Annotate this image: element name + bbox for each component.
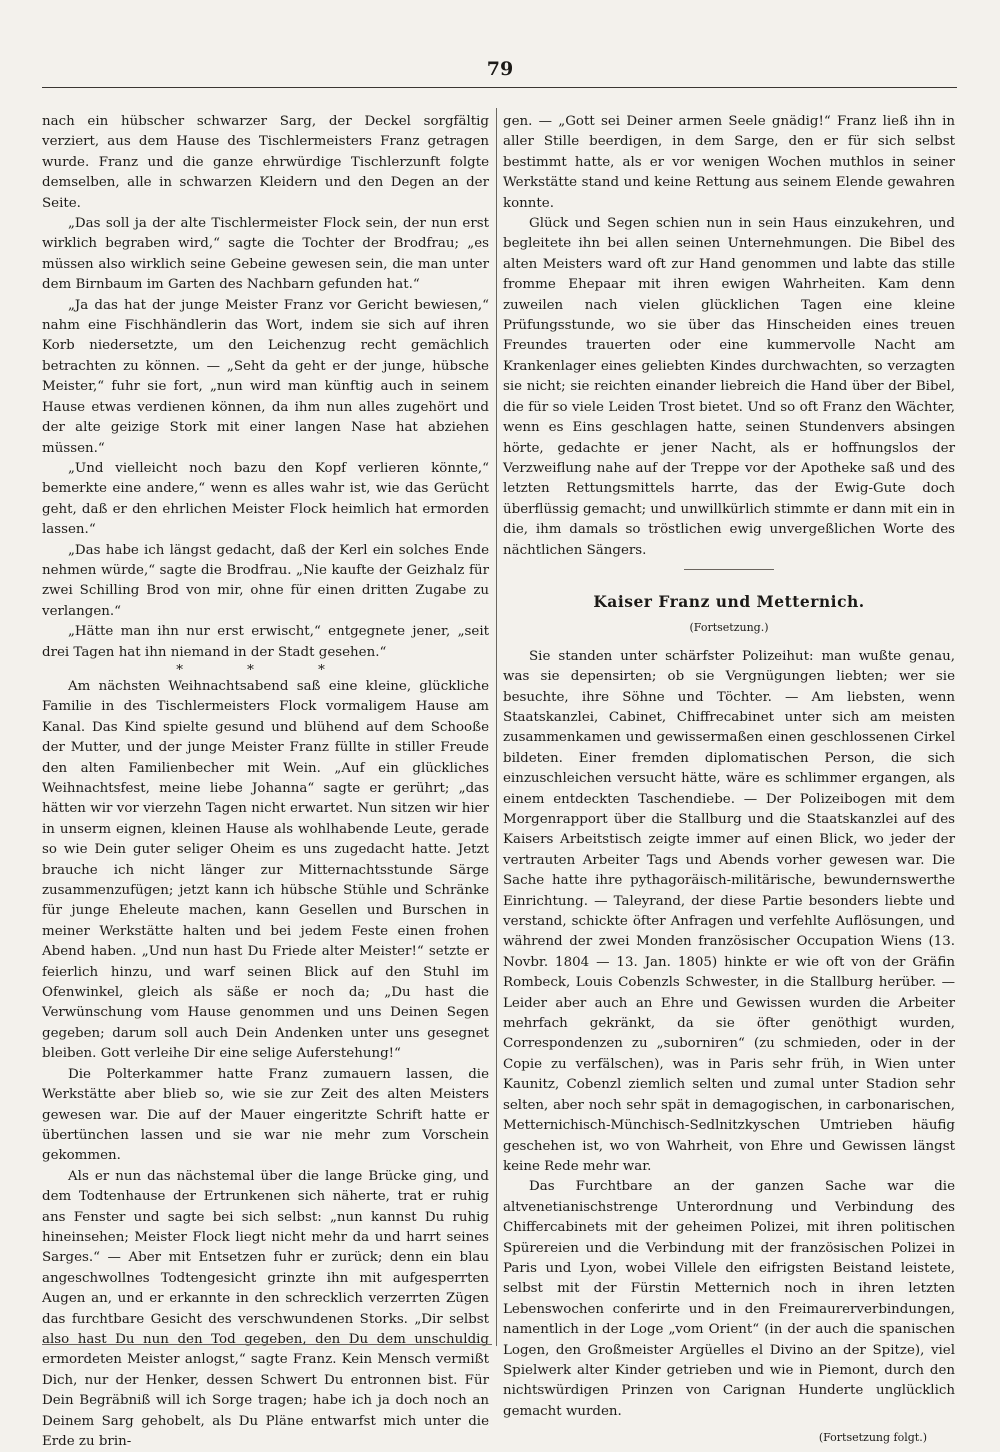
left-paragraph-5: „Das habe ich längst gedacht, daß der Kerl ein solches Ende nehmen würde,“ sagte die Brodfrau. „Nie kaufte der Geizhalz für zwei Schilling Brod von mir, ohne für einen dritten Zugabe zu verlangen.“ [42, 542, 489, 619]
left-paragraph-9: Als er nun das nächstemal über die lange Brücke ging, und dem Todtenhause der Ertrunkenen sich näherte, trat er ruhig ans Fenster und sagte bei sich selbst: „nun kannst Du ruhig hineinsehen; Meister Flock liegt nicht mehr da und harrt seines Sarges.“ — Aber mit Entsetzen fuhr er zurück; denn ein blau angeschwollnes Todtengesicht grinzte ihn mit aufgesperrten Augen an, und er erkannte in den schrecklich verzerrten Zügen das furchtbare Gesicht des verschwundenen Storks. „Dir selbst also hast Du nun den Tod gegeben, den Du dem unschuldig ermordeten Meister anlogst,“ sagte Franz. Kein Mensch vermißt Dich, nur der Henker, dessen Schwert Du entronnen bist. Für Dein Begräbniß will ich Sorge tragen; habe ich ja doch noch an Deinem Sarg gehobelt, als Du Pläne entwarfst mich unter die Erde zu brin- [42, 1168, 489, 1449]
left-paragraph-6: „Hätte man ihn nur erst erwischt,“ entgegnete jener, „seit drei Tagen hat ihn niemand in der Stadt gesehen.“ [42, 624, 489, 660]
left-column [42, 112, 489, 1452]
left-paragraph-7: Am nächsten Weihnachtsabend saß eine kleine, glückliche Familie in des Tischlermeisters Flock vormaligem Hause am Kanal. Das Kind spielte gesund und blühend auf dem Schooße der Mutter, und der junge Meister Franz füllte in stiller Freude den alten Familienbecher mit Wein. „Auf ein glückliches Weihnachtsfest, meine liebe Johanna“ sagte er gerührt; „das hätten wir vor vierzehn Tagen nicht erwartet. Nun sitzen wir hier in unserm eignen, kleinen Hause als wohlhabende Leute, gerade so wie Dein guter seliger Oheim es uns zugedacht hatte. Jetzt brauche ich nicht länger zur Mitternachtsstunde Särge zusammenzufügen; jetzt kann ich hübsche Stühle und Schränke für junge Eheleute machen, kann Gesellen und Burschen in meiner Werkstätte halten und bei jedem Feste einen frohen Abend haben. „Und nun hast Du Friede alter Meister!“ setzte er feierlich hinzu, und warf seinen Blick auf den Stuhl im Ofenwinkel, gleich als säße er noch da; „Du hast die Verwünschung vom Hause genommen und uns Deinen Segen gegeben; darum soll auch Dein Andenken unter uns gesegnet bleiben. Gott verleihe Dir eine selige Auferstehung!“ [42, 678, 489, 1062]
article-subtitle: (Fortsetzung.) [689, 621, 769, 635]
column-divider [496, 108, 497, 1346]
page-number: 79 [486, 58, 514, 80]
right-column [503, 112, 955, 1449]
story-end-rule [684, 569, 774, 570]
right-paragraph-3: Sie standen unter schärfster Polizeihut: man wußte genau, was sie depensirten; ob sie Vergnügungen liebten; wer sie besuchte, ihre Söhne und Töchter. — Am liebsten, wenn Staatskanzlei, Cabinet, Chiffrecabinet unter sich am meisten zusammenkamen und gewissermaßen einen geschlossenen Cirkel bildeten. Einer fremden diplomatischen Person, die sich einzuschleichen versucht hätte, wäre es schlimmer ergangen, als einem entdeckten Taschendiebe. — Der Polizeibogen mit dem Morgenrapport über die Stallburg und die Staatskanzlei auf des Kaisers Arbeitstisch zeigte immer auf einen Blick, wo jeder der vertrauten Arbeiter Tags und Abends vorher gewesen war. Die Sache hatte ihre pythagoräisch-militärische, bewundernswerthe Einrichtung. — Taleyrand, der diese Partie besonders liebte und verstand, schickte öfter Anfragen und verfehlte Auflösungen, und während der zwei Monden französischer Occupation Wiens (13. Novbr. 1804 — 13. Jan. 1805) hinkte er wie oft von der Gräfin Rombeck, Louis Cobenzls Schwester, in die Stallburg herüber. — Leider aber auch an Ehre und Gewissen wurden die Arbeiter mehrfach gekränkt, da sie öfter genöthigt wurden, Correspondenzen zu „suborniren“ (zu schmieden, oder in der Copie zu verfälschen), was in Paris sehr früh, in Wien unter Kaunitz, Cobenzl ziemlich selten und zumal unter Stadion sehr selten, aber noch sehr spät in demagogischen, in carbonarischen, Metternichisch-Münchisch-Sedlnitzkyschen Umtrieben häufig geschehen ist, wo von Wahrheit, von Ehre und Gewissen längst keine Rede mehr war. [503, 648, 955, 1174]
left-paragraph-1: nach ein hübscher schwarzer Sarg, der Deckel sorgfältig verziert, aus dem Hause des Tischlermeisters Franz getragen wurde. Franz und die ganze ehrwürdige Tischlerzunft folgte demselben, alle in schwarzen Kleidern und den Degen an der Seite. [42, 114, 489, 211]
header-rule [42, 87, 957, 88]
left-paragraph-3: „Ja das hat der junge Meister Franz vor Gericht bewiesen,“ nahm eine Fischhändlerin das Wort, indem sie sich auf ihren Korb niedersetzte, um den Leichenzug recht gemächlich betrachten zu können. — „Seht da geht er der junge, hübsche Meister,“ fuhr sie fort, „nun wird man künftig auch in seinem Hause etwas verdienen können, da ihm nun alles zugehört und der alte geizige Stork mit einer langen Nase hat abziehen müssen.“ [42, 297, 489, 456]
left-paragraph-8: Die Polterkammer hatte Franz zumauern lassen, die Werkstätte aber blieb so, wie sie zur Zeit des alten Meisters gewesen war. Die auf der Mauer eingeritzte Schrift hatte er übertünchen lassen und sie war nie mehr zum Vorschein gekommen. [42, 1066, 489, 1164]
left-paragraph-2: „Das soll ja der alte Tischlermeister Flock sein, der nun erst wirklich begraben wird,“ sagte die Tochter der Brodfrau; „es müssen also wirklich seine Gebeine gewesen sein, die man unter dem Birnbaum im Garten des Nachbarn gefunden hat.“ [42, 216, 489, 293]
section-asterism: * * * [176, 662, 355, 678]
right-paragraph-4: Das Furchtbare an der ganzen Sache war die altvenetianischstrenge Unterordnung und Verbindung des Chiffercabinets mit der geheimen Polizei, mit ihren politischen Spürereien und die Verbindung mit der französischen Polizei in Paris und Lyon, wobei Villele den eifrigsten Beistand leistete, selbst mit der Fürstin Metternich noch in ihren letzten Lebenswochen conferirte und in den Freimaurerverbindungen, namentlich in der Loge „vom Orient“ (in der auch die spanischen Logen, den Großmeister Argüelles el Divino an der Spitze), viel Spielwerk alter Kinder getrieben und wie in Piemont, durch den nichtswürdigen Prinzen von Carignan Hunderte unglücklich gemacht wurden. [503, 1179, 955, 1419]
right-paragraph-1: gen. — „Gott sei Deiner armen Seele gnädig!“ Franz ließ ihn in aller Stille beerdigen, in dem Sarge, den er für sich selbst bestimmt hatte, als er vor wenigen Wochen muthlos in seiner Werkstätte stand und keine Rettung aus seinem Elende gewahren konnte. [503, 114, 955, 211]
article-title: Kaiser Franz und Metternich. [593, 591, 865, 611]
left-paragraph-4: „Und vielleicht noch bazu den Kopf verlieren könnte,“ bemerkte eine andere,“ wenn es alles wahr ist, wie das Gerücht geht, daß er den ehrlichen Meister Flock heimlich hat ermorden lassen.“ [42, 460, 489, 538]
continued-note: (Fortsetzung folgt.) [818, 1431, 927, 1445]
right-paragraph-2: Glück und Segen schien nun in sein Haus einzukehren, und begleitete ihn bei allen seinen Unternehmungen. Die Bibel des alten Meisters ward oft zur Hand genommen und labte das stille fromme Ehepaar mit ihren ewigen Wahrheiten. Kam denn zuweilen nach vielen glücklichen Tagen eine kleine Prüfungsstunde, wo sie über das Hinscheiden eines treuen Freundes trauerten oder eine kummervolle Nacht am Krankenlager eines geliebten Kindes durchwachten, so verzagten sie nicht; sie reichten einander liebreich die Hand über der Bibel, die für so viele Leiden Trost bietet. Und so oft Franz den Wächter, wenn es Eins geschlagen hatte, seinen Stundenvers absingen hörte, gedachte er jener Nacht, als er hoffnungslos der Verzweiflung nahe auf der Treppe vor der Apotheke saß und des letzten Rettungsmittels harrte, das der Ewig-Gute doch überflüssig gemacht; und unwillkürlich stimmte er dann mit ein in die, ihm damals so tröstlichen ewig unvergeßlichen Worte des nächtlichen Sängers. [503, 216, 955, 558]
bottom-rule [42, 1344, 492, 1345]
